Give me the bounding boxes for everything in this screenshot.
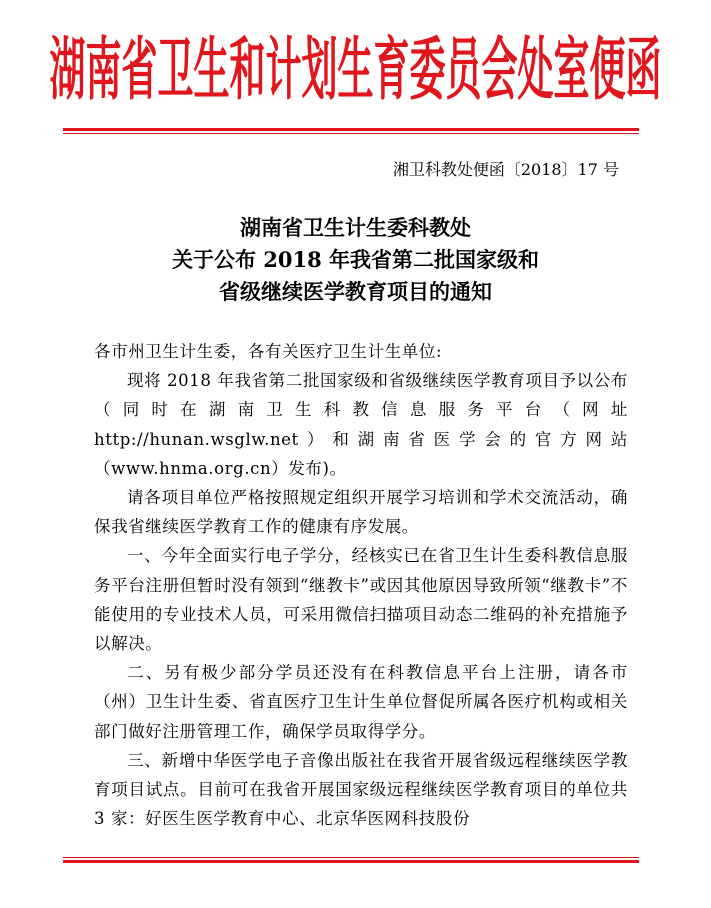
- letterhead-title: 湖南省卫生和计划生育委员会处室便函: [49, 30, 662, 110]
- paragraph-item-3: 三、新增中华医学电子音像出版社在我省开展省级远程继续医学教育项目试点。目前可在我省开展国家级远程继续医学教育项目的单位共 3 家：好医生医学教育中心、北京华医网科技股份: [94, 750, 628, 829]
- footer-rule-thin: [63, 857, 639, 858]
- title-line-2: 关于公布 2018 年我省第二批国家级和: [171, 247, 540, 272]
- letterhead-rule-thin: [63, 133, 639, 134]
- paragraph-item-1: 一、今年全面实行电子学分，经核实已在省卫生计生委科教信息服务平台注册但暂时没有领到“继教卡”或因其他原因导致所领“继教卡”不能使用的专业技术人员，可采用微信扫描项目动态二维码的补充措施予以解决。: [94, 546, 628, 654]
- paragraph-announcement: 现将 2018 年我省第二批国家级和省级继续医学教育项目予以公布（同时在湖南卫生科教信息服务平台（网址 http://hunan.wsglw.net）和湖南省医学会的官方网站（www.hnma.org.cn）发布)。: [94, 371, 628, 478]
- paragraph-requirement: 请各项目单位严格按照规定组织开展学习培训和学术交流活动，确保我省继续医学教育工作的健康有序发展。: [94, 488, 628, 537]
- letterhead-rule-thick: [63, 128, 639, 131]
- footer-rule-thick: [63, 860, 639, 863]
- paragraph-item-2: 二、另有极少部分学员还没有在科教信息平台上注册，请各市（州）卫生计生委、省直医疗卫生计生单位督促所属各医疗机构或相关部门做好注册管理工作，确保学员取得学分。: [94, 663, 628, 741]
- title-line-1: 湖南省卫生计生委科教处: [240, 215, 471, 240]
- salutation: 各市州卫生计生委，各有关医疗卫生计生单位:: [94, 342, 443, 361]
- title-line-3: 省级继续医学教育项目的通知: [219, 279, 492, 304]
- document-number: 湘卫科教处便函〔2018〕17 号: [392, 160, 619, 179]
- notice-title: [0, 212, 711, 308]
- notice-body: [94, 337, 628, 833]
